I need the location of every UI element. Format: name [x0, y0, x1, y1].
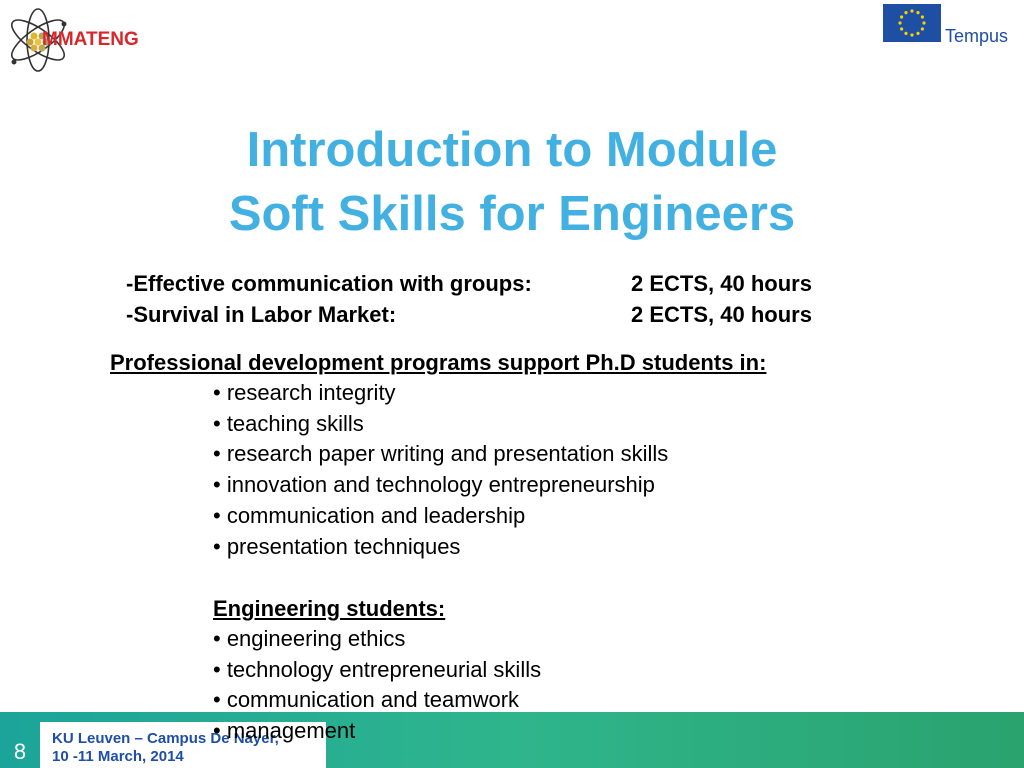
ects-course-value: 2 ECTS, 40 hours [631, 302, 812, 327]
title-line-1: Introduction to Module [246, 123, 778, 177]
list-item: • research integrity [213, 380, 396, 405]
tempus-text: Tempus [945, 26, 1009, 46]
engineering-list [213, 624, 541, 716]
footer-date: 10 -11 March, 2014 [52, 748, 184, 765]
list-item: • innovation and technology entrepreneurship [213, 472, 655, 498]
list-item: • communication and teamwork [213, 687, 520, 713]
ects-course-name: -Effective communication with groups: [126, 271, 532, 296]
ects-course-name: -Survival in Labor Market: [126, 302, 397, 327]
logo-brand-text: MMATENG [42, 29, 139, 50]
list-item: • research paper writing and presentation skills [213, 441, 669, 467]
footer-location: KU Leuven – Campus De Nayer, [52, 730, 279, 747]
ects-course-value: 2 ECTS, 40 hours [631, 271, 812, 296]
list-item: • presentation techniques [213, 533, 461, 559]
slide-title [0, 118, 1024, 246]
engineering-heading: Engineering students: [213, 596, 446, 621]
mmateng-logo [4, 4, 174, 74]
list-item: • management [213, 718, 356, 743]
list-item: • teaching skills [213, 410, 364, 436]
list-item: • engineering ethics [213, 626, 406, 651]
page-number: 8 [13, 739, 27, 764]
professional-heading: Professional development programs support Ph.D students in: [110, 350, 767, 375]
list-item: • communication and leadership [213, 502, 526, 528]
title-line-2: Soft Skills for Engineers [228, 187, 796, 241]
tempus-logo [883, 4, 1019, 44]
list-item: • technology entrepreneurial skills [213, 656, 542, 682]
eu-flag-icon [883, 4, 941, 42]
professional-list [213, 378, 668, 562]
